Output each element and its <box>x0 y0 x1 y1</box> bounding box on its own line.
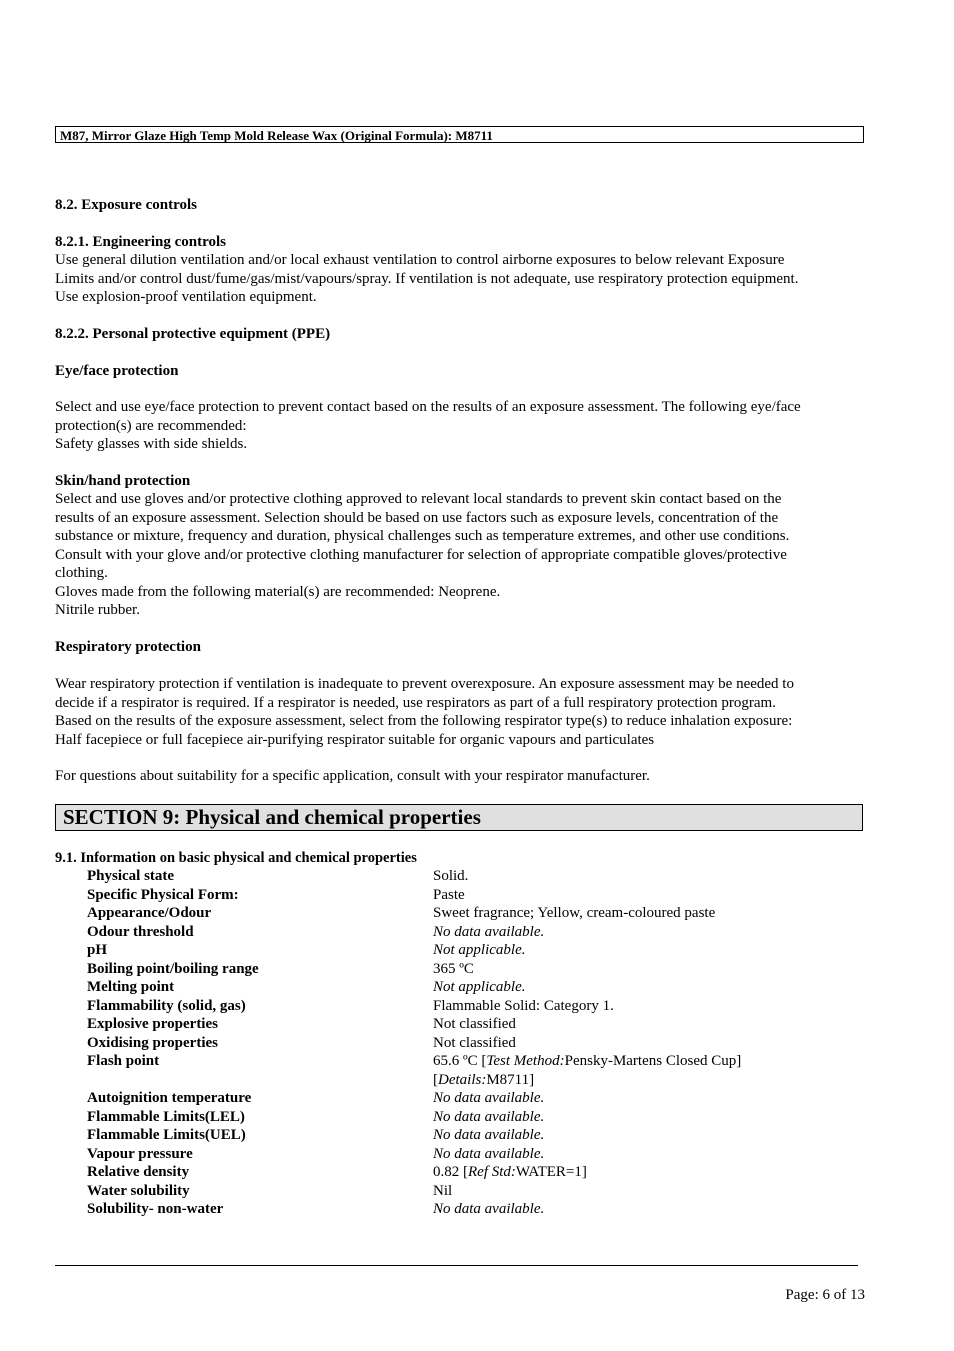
respiratory-heading: Respiratory protection <box>55 639 201 655</box>
prop-value: No data available. <box>433 1108 545 1125</box>
flash-point-details-value: M8711] <box>486 1071 535 1088</box>
prop-label: Appearance/Odour <box>87 905 212 921</box>
prop-value: Flammable Solid: Category 1. <box>433 997 614 1014</box>
engineering-controls-heading: 8.2.1. Engineering controls <box>55 234 226 250</box>
ppe-heading: 8.2.2. Personal protective equipment (PPE) <box>55 326 331 342</box>
flash-point-details-open: [ <box>433 1071 438 1088</box>
prop-label: Physical state <box>87 868 175 884</box>
prop-label: Vapour pressure <box>87 1145 193 1162</box>
eye-face-line: Safety glasses with side shields. <box>55 436 248 452</box>
skin-hand-heading: Skin/hand protection <box>55 473 191 489</box>
eye-face-heading: Eye/face protection <box>55 363 179 379</box>
prop-value: Solid. <box>433 868 469 884</box>
flash-point-test-method: Pensky-Martens Closed Cup] <box>564 1053 742 1069</box>
engineering-controls-line: Use general dilution ventilation and/or local exhaust ventilation to control airborne exposures to below relevant Exposure <box>55 252 785 268</box>
prop-label: Specific Physical Form: <box>87 886 239 903</box>
flash-point-details <box>433 1071 853 1090</box>
skin-hand-line: results of an exposure assessment. Selection should be based on use factors such as exposure levels, concentration of the <box>55 509 779 526</box>
relative-density-value <box>433 1163 853 1182</box>
prop-value: Not applicable. <box>433 979 526 995</box>
prop-label: Flammable Limits(LEL) <box>87 1108 245 1125</box>
prop-label: pH <box>87 942 108 958</box>
relative-density-text: 0.82 [ <box>433 1164 468 1180</box>
respiratory-line: Half facepiece or full facepiece air-purifying respirator suitable for organic vapours and particulates <box>55 731 655 748</box>
exposure-controls-heading: 8.2. Exposure controls <box>55 197 197 213</box>
skin-hand-line: substance or mixture, frequency and duration, physical challenges such as temperature extremes, and other use conditions. <box>55 528 790 544</box>
prop-label: Flammability (solid, gas) <box>87 997 246 1014</box>
prop-label: Flammable Limits(UEL) <box>87 1127 246 1143</box>
prop-label: Melting point <box>87 979 175 995</box>
page-number: Page: 6 of 13 <box>785 1287 865 1303</box>
prop-label: Explosive properties <box>87 1016 218 1032</box>
product-title-header: M87, Mirror Glaze High Temp Mold Release Wax (Original Formula): M8711 <box>55 126 864 143</box>
prop-value: Nil <box>433 1182 453 1199</box>
footer-divider <box>55 1265 858 1266</box>
flash-point-details-label: Details: <box>438 1071 487 1088</box>
prop-label: Autoignition temperature <box>87 1090 252 1106</box>
skin-hand-line: Gloves made from the following material(s) are recommended: Neoprene. <box>55 583 501 600</box>
relative-density-ref-label: Ref Std: <box>468 1164 516 1180</box>
prop-value: Sweet fragrance; Yellow, cream-coloured paste <box>433 905 716 921</box>
engineering-controls-line: Limits and/or control dust/fume/gas/mist/vapours/spray. If ventilation is not adequate, use respiratory protection equipment. <box>55 270 799 287</box>
prop-label: Relative density <box>87 1164 190 1180</box>
respiratory-line: Wear respiratory protection if ventilation is inadequate to prevent overexposure. An exposure assessment may be needed to <box>55 676 794 692</box>
respiratory-line: Based on the results of the exposure assessment, select from the following respirator type(s) to reduce inhalation exposure: <box>55 713 793 729</box>
prop-value: Not classified <box>433 1016 516 1032</box>
section-9-title: SECTION 9: Physical and chemical properties <box>55 804 863 831</box>
prop-value: No data available. <box>433 923 545 940</box>
prop-label: Odour threshold <box>87 923 194 940</box>
prop-value: No data available. <box>433 1127 545 1143</box>
respiratory-line: For questions about suitability for a specific application, consult with your respirator manufacturer. <box>55 768 650 784</box>
prop-value: Paste <box>433 886 465 903</box>
prop-label: Solubility- non-water <box>87 1201 224 1217</box>
prop-label: Boiling point/boiling range <box>87 960 259 977</box>
prop-label: Oxidising properties <box>87 1034 218 1051</box>
eye-face-line: Select and use eye/face protection to prevent contact based on the results of an exposure assessment. The following eye/face <box>55 399 801 415</box>
skin-hand-line: Select and use gloves and/or protective clothing approved to relevant local standards to prevent skin contact based on the <box>55 491 782 507</box>
prop-label: Water solubility <box>87 1182 190 1199</box>
prop-label: Flash point <box>87 1053 160 1069</box>
flash-point-value <box>433 1052 853 1071</box>
basic-properties-subheading: 9.1. Information on basic physical and chemical properties <box>55 850 417 866</box>
prop-value: No data available. <box>433 1090 545 1106</box>
prop-value: No data available. <box>433 1145 545 1162</box>
prop-value: 365 ºC <box>433 960 474 977</box>
flash-point-text: 65.6 ºC [ <box>433 1053 487 1069</box>
flash-point-test-method-label: Test Method: <box>486 1053 565 1069</box>
prop-value: No data available. <box>433 1201 545 1217</box>
prop-value: Not applicable. <box>433 942 526 958</box>
skin-hand-line: Nitrile rubber. <box>55 602 140 618</box>
engineering-controls-line: Use explosion-proof ventilation equipment. <box>55 289 317 305</box>
respiratory-line: decide if a respirator is required. If a respirator is needed, use respirators as part of a full respiratory protection program. <box>55 694 776 711</box>
prop-value: Not classified <box>433 1034 516 1051</box>
relative-density-ref-value: WATER=1] <box>515 1164 587 1180</box>
skin-hand-line: Consult with your glove and/or protective clothing manufacturer for selection of appropriate compatible gloves/protective <box>55 546 787 563</box>
eye-face-line: protection(s) are recommended: <box>55 417 247 434</box>
skin-hand-line: clothing. <box>55 565 108 581</box>
